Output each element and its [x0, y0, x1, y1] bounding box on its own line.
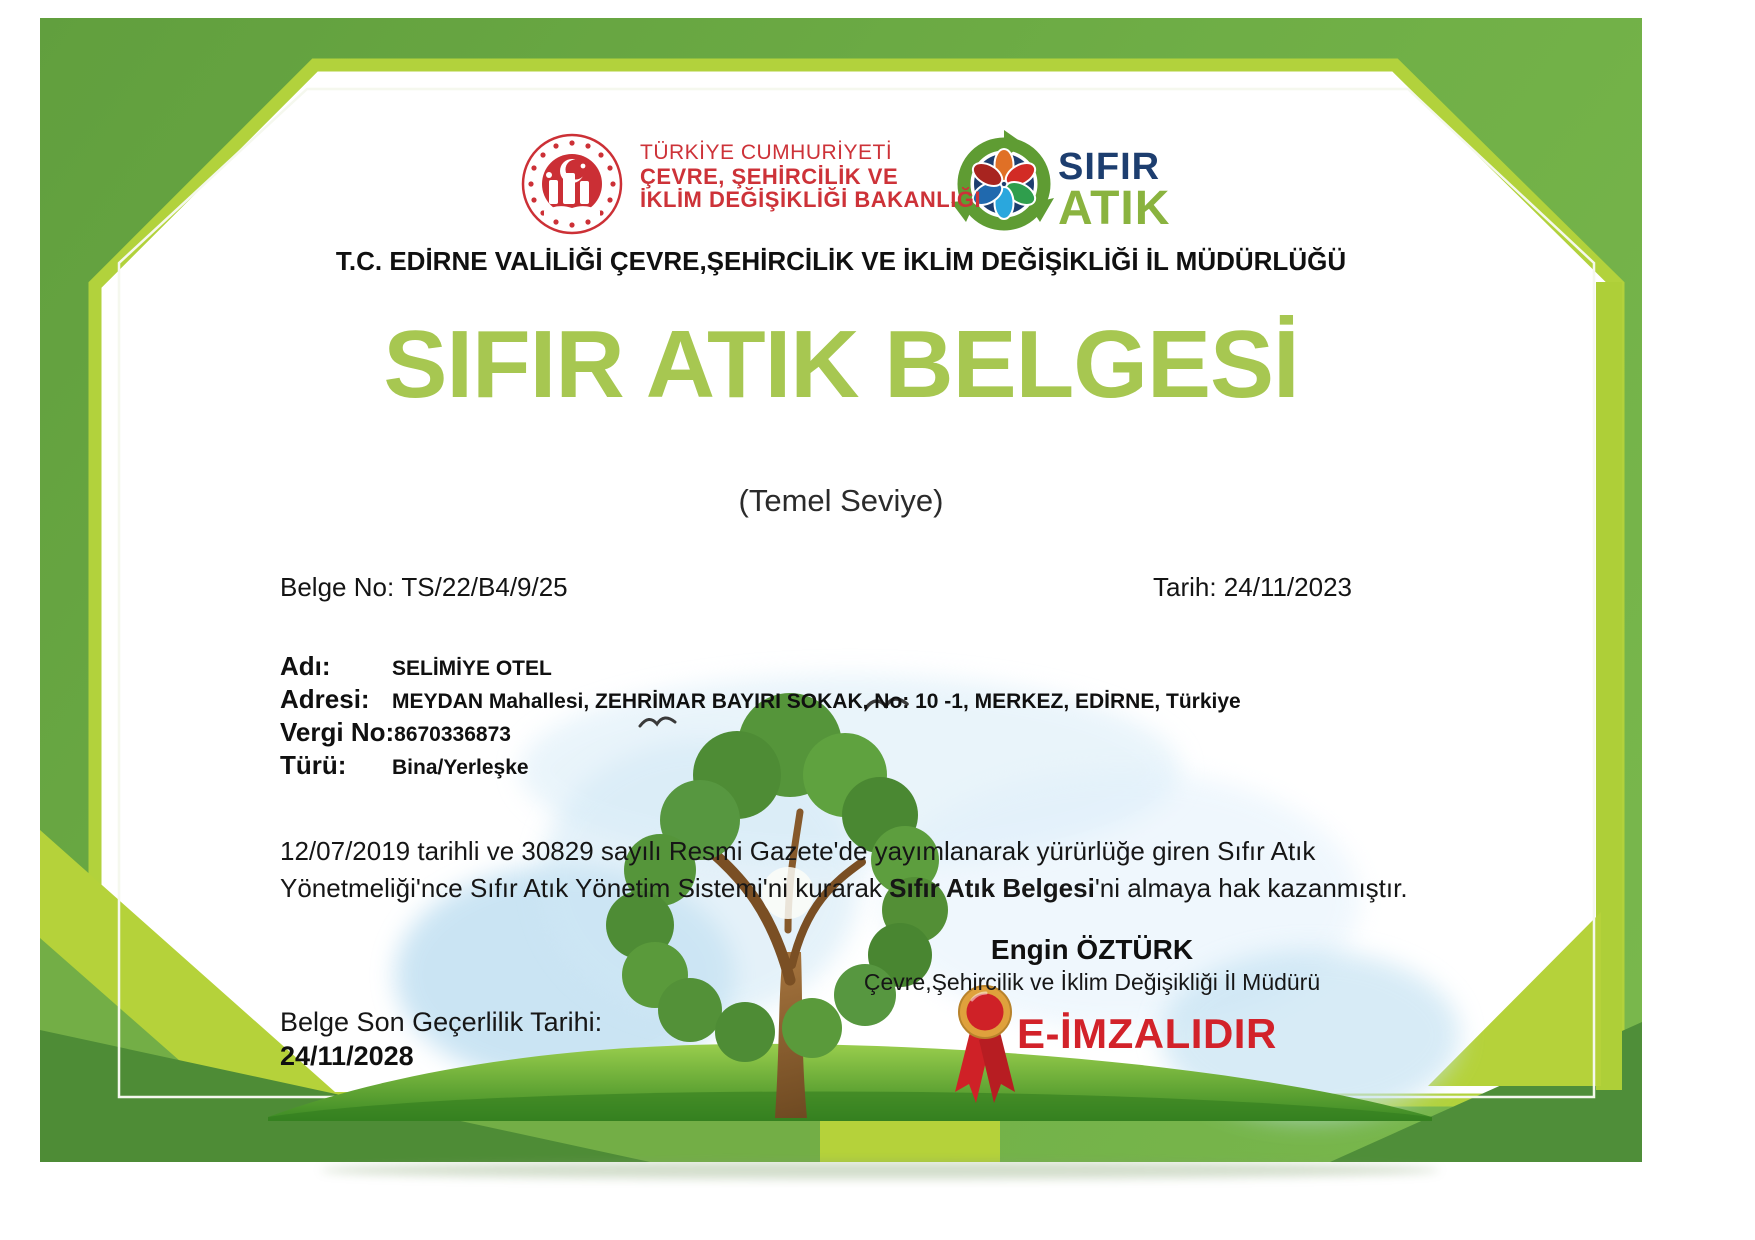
body-text-line1: 12/07/2019 tarihli ve 30829 sayılı Resmi Gazete'de yayımlanarak yürürlüğe giren Sıfır Atık [280, 836, 1316, 866]
validity-date: 24/11/2028 [280, 1041, 414, 1071]
certificate-level: (Temel Seviye) [738, 483, 944, 518]
frame-bottom-shadow [320, 1161, 1440, 1179]
issue-date-value: 24/11/2023 [1223, 572, 1352, 602]
ministry-emblem-icon [523, 135, 621, 233]
sifir-atik-wordmark-bottom: ATIK [1058, 182, 1171, 235]
body-text-line2-pre: Yönetmeliği'nce Sıfır Atık Yönetim Sistemi'ni kurarak [280, 873, 890, 903]
issuing-office-title: T.C. EDİRNE VALİLİĞİ ÇEVRE,ŞEHİRCİLİK VE İKLİM DEĞİŞİKLİĞİ İL MÜDÜRLÜĞÜ [335, 246, 1347, 276]
ministry-name-line1: TÜRKİYE CUMHURİYETİ [640, 141, 893, 164]
issue-date [950, 572, 1352, 603]
field-value: Bina/Yerleşke [392, 756, 529, 779]
field-value: 8670336873 [394, 723, 511, 746]
signer-name: Engin ÖZTÜRK [990, 934, 1194, 965]
field-row-name [280, 651, 552, 682]
document-number-value: TS/22/B4/9/25 [401, 572, 568, 602]
field-value: SELİMİYE OTEL [392, 657, 552, 680]
document-number [280, 572, 568, 603]
body-text-line2-post: 'ni almaya hak kazanmıştır. [1094, 873, 1408, 903]
document-number-label: Belge No: [280, 572, 395, 602]
body-text-line2-bold: Sıfır Atık Belgesi [889, 873, 1095, 903]
ministry-name-line3: İKLİM DEĞİŞİKLİĞİ BAKANLIĞI [640, 187, 982, 212]
esign-label: E-İMZALIDIR [1017, 1010, 1277, 1057]
field-row-taxno [280, 717, 511, 748]
validity-label: Belge Son Geçerlilik Tarihi: [280, 1007, 603, 1037]
field-label: Adı: [280, 651, 331, 681]
field-label: Türü: [280, 750, 347, 780]
field-label: Vergi No: [280, 717, 395, 747]
ministry-name-line2: ÇEVRE, ŞEHİRCİLİK VE [640, 164, 899, 189]
field-row-address [280, 684, 1241, 715]
signer-title: Çevre,Şehircilik ve İklim Değişikliği İl Müdürü [863, 969, 1321, 995]
field-row-type [280, 750, 529, 781]
field-value: MEYDAN Mahallesi, ZEHRİMAR BAYIRI SOKAK, No: 10 -1, MERKEZ, EDİRNE, Türkiye [392, 690, 1241, 713]
issue-date-label: Tarih: [1152, 572, 1217, 602]
field-label: Adresi: [280, 684, 370, 714]
certificate-title: SIFIR ATIK BELGESİ [383, 311, 1299, 418]
sifir-atik-wordmark-top: SIFIR [1058, 146, 1161, 188]
motif-br-light [1428, 912, 1601, 1086]
body-text-line2 [280, 873, 1408, 904]
